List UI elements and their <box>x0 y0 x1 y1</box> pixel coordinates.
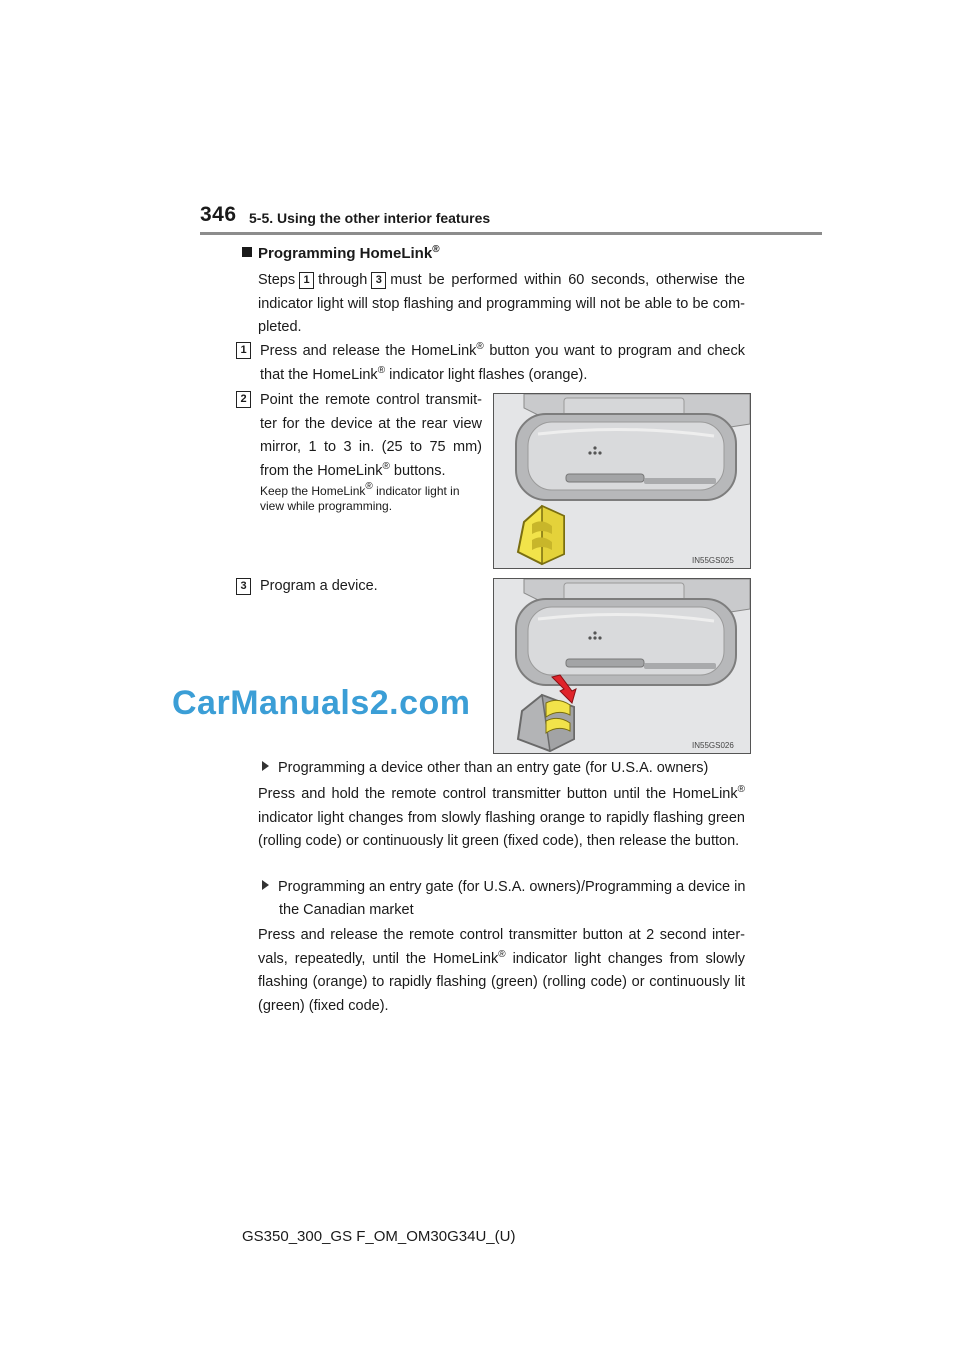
bullet-heading-2: Programming an entry gate (for U.S.A. owners)/Programming a device in the Canadian market <box>262 876 762 922</box>
intro-paragraph: Steps 1 through 3 must be performed within 60 seconds, otherwise the indicator light will stop flashing and programming will not be able to be com- pleted. <box>258 272 745 335</box>
step-number-2: 2 <box>236 391 251 408</box>
bullet-body-2: Press and release the remote control transmitter button at 2 second inter- vals, repeatedly, until the HomeLink® indicator light changes from slowly flashing (orange) to rapidly flashing (green) (rolling code) or continuously lit (green) (fixed code). <box>258 927 745 1014</box>
section-title <box>242 245 440 262</box>
image-code-2: IN55GS026 <box>692 741 734 750</box>
watermark-logo[interactable]: CarManuals2.com <box>172 684 471 722</box>
step-2-text: Point the remote control transmit- ter for the device at the rear view mirror, 1 to 3 in. (25 to 75 mm) from the HomeLink® buttons. <box>260 392 482 479</box>
step-1-text: Press and release the HomeLink® button you want to program and check that the HomeLink® indicator light flashes (orange). <box>260 341 745 383</box>
square-bullet-icon <box>242 247 252 257</box>
bullet-body-1: Press and hold the remote control transmitter button until the HomeLink® indicator light changes from slowly flashing orange to rapidly flashing green (rolling code) or continuously lit green (fixed code), then release the button. <box>258 784 745 849</box>
step-2-note: Keep the HomeLink® indicator light in view while programming. <box>260 481 460 513</box>
section-title-text: Programming HomeLink <box>258 245 433 262</box>
bullet-heading-1: Programming a device other than an entry gate (for U.S.A. owners) <box>262 757 745 780</box>
header-divider <box>200 232 822 235</box>
page-number: 346 <box>200 203 237 226</box>
step-ref-1: 1 <box>299 272 314 289</box>
triangle-bullet-icon <box>262 761 269 771</box>
rear-view-mirror-illustration <box>494 394 750 568</box>
image-code-1: IN55GS025 <box>692 556 734 565</box>
registered-mark: ® <box>432 244 440 255</box>
step-number-3: 3 <box>236 578 251 595</box>
step-ref-3: 3 <box>371 272 386 289</box>
rear-view-mirror-press-illustration <box>494 579 750 753</box>
document-code-footer: GS350_300_GS F_OM_OM30G34U_(U) <box>242 1228 516 1245</box>
mirror-illustration-1 <box>493 393 751 569</box>
step-3-text: Program a device. <box>260 578 378 594</box>
step-number-1: 1 <box>236 342 251 359</box>
triangle-bullet-icon <box>262 880 269 890</box>
section-heading: 5-5. Using the other interior features <box>249 210 491 226</box>
mirror-illustration-2 <box>493 578 751 754</box>
